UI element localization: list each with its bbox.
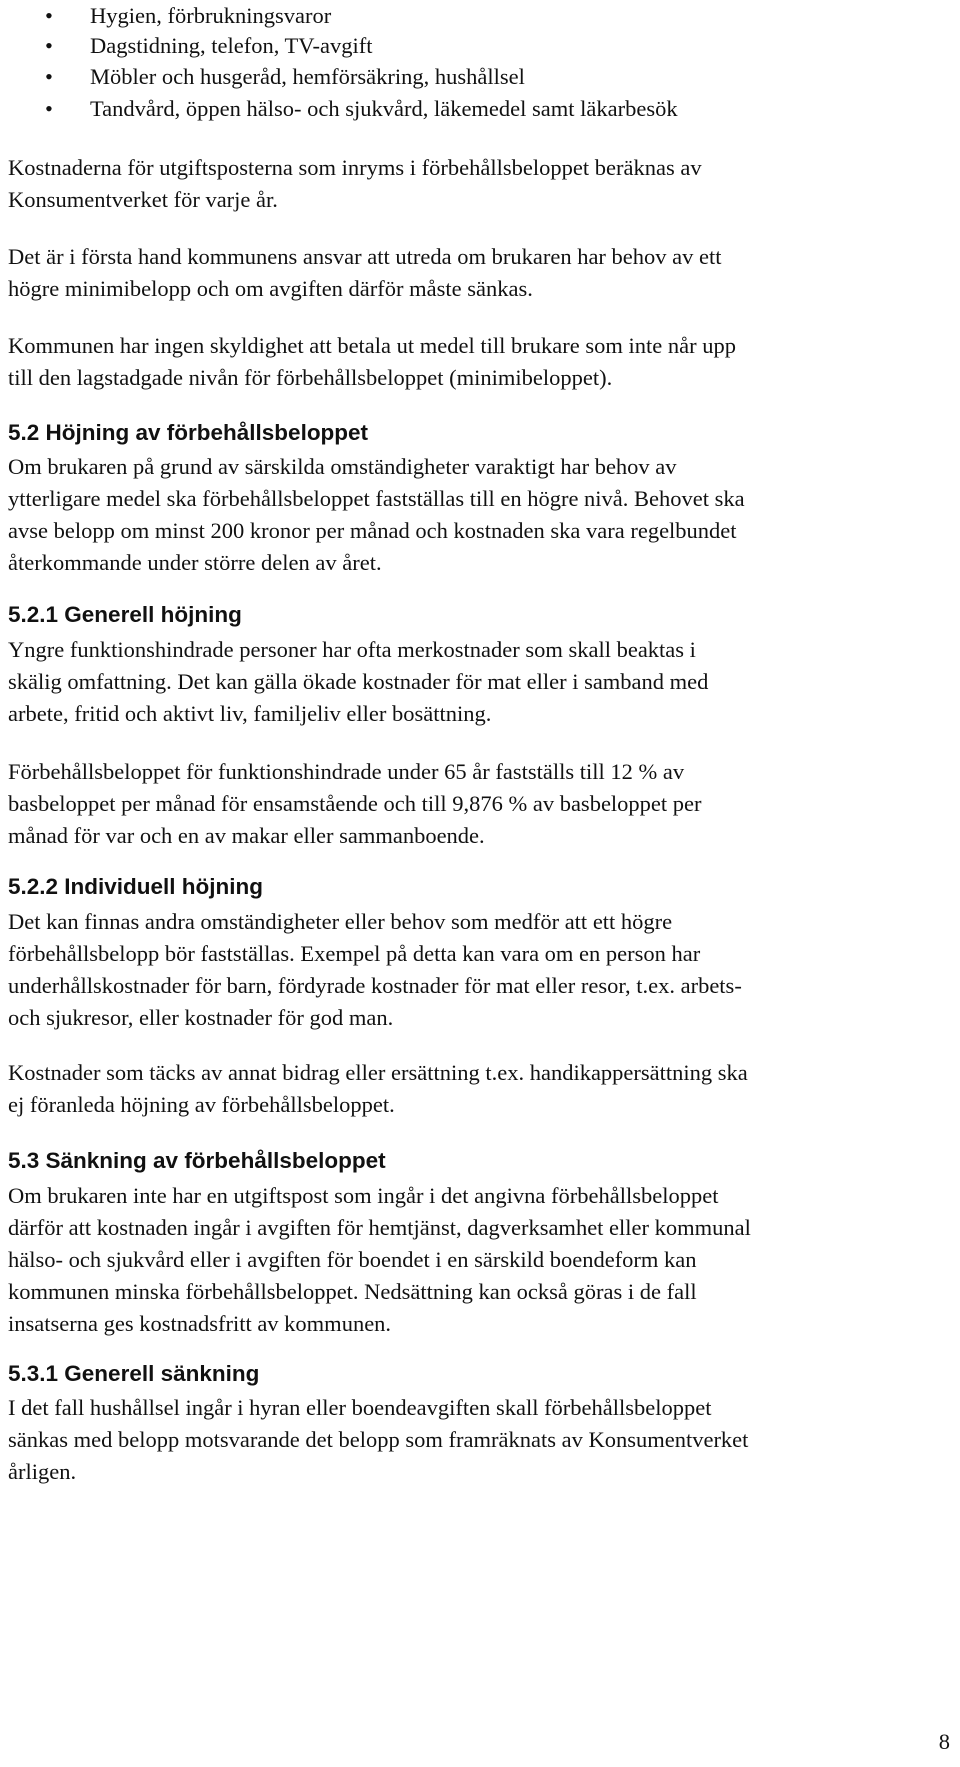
bullet-icon: • xyxy=(45,3,53,28)
paragraph-cost-calculation: Kostnaderna för utgiftsposterna som inryms i förbehållsbeloppet beräknas av Konsumentverket för varje år. xyxy=(8,155,702,212)
bullet-icon: • xyxy=(45,96,53,121)
heading-5-3: 5.3 Sänkning av förbehållsbeloppet xyxy=(8,1148,386,1173)
paragraph-no-obligation: Kommunen har ingen skyldighet att betala ut medel till brukare som inte når upp till den lagstadgade nivån för förbehållsbeloppet (minimibeloppet). xyxy=(8,333,736,390)
paragraph-increase-conditions: Om brukaren på grund av särskilda omständigheter varaktigt har behov av ytterligare medel ska förbehållsbeloppet fastställas till en högre nivå. Behovet ska avse belopp om minst 200 kronor per månad och kostnaden ska vara regelbundet återkommande under större delen av året. xyxy=(8,454,745,575)
list-item: Dagstidning, telefon, TV-avgift xyxy=(90,33,373,58)
paragraph-percentage-rules: Förbehållsbeloppet för funktionshindrade under 65 år fastställs till 12 % av basbeloppet per månad för ensamstående och till 9,876 % av basbeloppet per månad för var och en av makar eller sammanboende. xyxy=(8,759,702,848)
heading-5-2-1: 5.2.1 Generell höjning xyxy=(8,602,242,627)
bullet-icon: • xyxy=(45,64,53,89)
list-item: Hygien, förbrukningsvaror xyxy=(90,3,332,28)
paragraph-reduction-conditions: Om brukaren inte har en utgiftspost som ingår i det angivna förbehållsbeloppet därför att kostnaden ingår i avgiften för hemtjänst, dagverksamhet eller kommunal hälso- och sjukvård eller i avgiften för boendet i en särskild boendeform kan kommunen minska förbehållsbeloppet. Nedsättning kan också göras i de fall insatserna ges kostnadsfritt av kommunen. xyxy=(8,1183,751,1336)
list-item: Möbler och husgeråd, hemförsäkring, hushållsel xyxy=(90,64,525,89)
paragraph-household-electricity: I det fall hushållsel ingår i hyran eller boendeavgiften skall förbehållsbeloppet sänkas med belopp motsvarande det belopp som framräknats av Konsumentverket årligen. xyxy=(8,1395,749,1484)
bullet-icon: • xyxy=(45,33,53,58)
heading-5-2-2: 5.2.2 Individuell höjning xyxy=(8,874,264,899)
heading-5-3-1: 5.3.1 Generell sänkning xyxy=(8,1361,260,1386)
page-number: 8 xyxy=(938,1729,950,1754)
paragraph-municipality-responsibility: Det är i första hand kommunens ansvar att utreda om brukaren har behov av ett högre minimibelopp och om avgiften därför måste sänkas. xyxy=(8,244,722,301)
paragraph-other-benefits: Kostnader som täcks av annat bidrag eller ersättning t.ex. handikappersättning ska ej föranleda höjning av förbehållsbeloppet. xyxy=(8,1060,748,1117)
paragraph-young-disabled: Yngre funktionshindrade personer har ofta merkostnader som skall beaktas i skälig omfattning. Det kan gälla ökade kostnader för mat eller i samband med arbete, fritid och aktivt liv, familjeliv eller bosättning. xyxy=(8,637,709,726)
list-item: Tandvård, öppen hälso- och sjukvård, läkemedel samt läkarbesök xyxy=(90,96,678,121)
paragraph-individual-needs: Det kan finnas andra omständigheter eller behov som medför att ett högre förbehållsbelopp bör fastställas. Exempel på detta kan vara om en person har underhållskostnader för barn, fördyrade kostnader för mat eller resor, t.ex. arbets- och sjukresor, eller kostnader för god man. xyxy=(8,909,742,1030)
heading-5-2: 5.2 Höjning av förbehållsbeloppet xyxy=(8,420,369,445)
